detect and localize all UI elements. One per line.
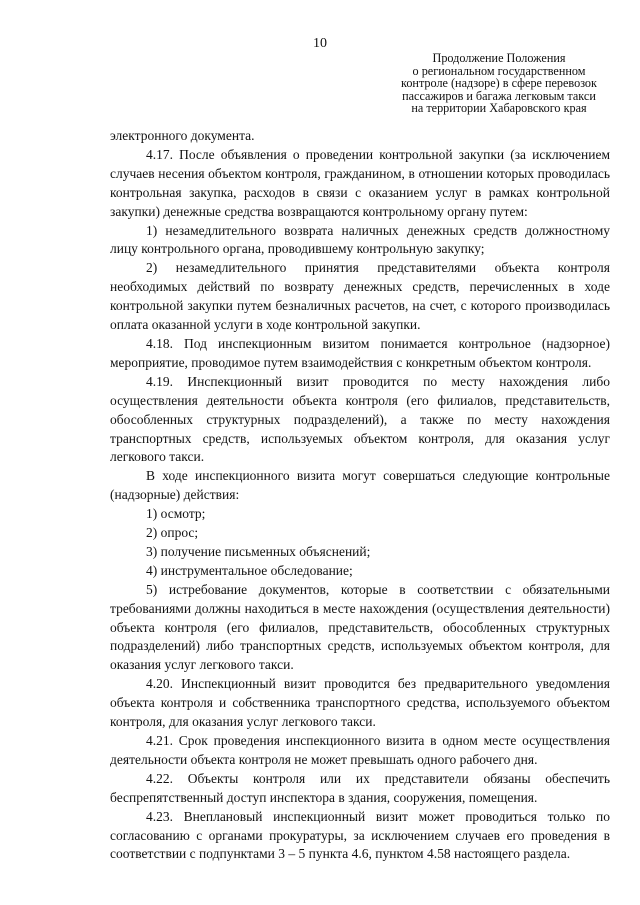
document-header xyxy=(380,52,618,115)
list-item: 3) получение письменных объяснений; xyxy=(146,543,371,559)
paragraph-4-22: 4.22. Объекты контроля или их представители обязаны обеспечить беспрепятственный доступ инспектора в здания, сооружения, помещения. xyxy=(110,770,610,805)
header-line: Продолжение Положения xyxy=(432,51,566,65)
paragraph-4-21: 4.21. Срок проведения инспекционного визита в одном месте осуществления деятельности объекта контроля не может превышать одного рабочего дня. xyxy=(110,733,610,767)
paragraph-4-19: 4.19. Инспекционный визит проводится по месту нахождения либо осуществления деятельности объекта контроля (его филиалов, представительств, обособленных структурных подразделений), а также по месту нахождения транспортных средств, используемых объектом контроля, для оказания услуг легкового такси. xyxy=(110,373,610,465)
paragraph-4-18: 4.18. Под инспекционным визитом понимается контрольное (надзорное) мероприятие, проводимое путем взаимодействия с конкретным объектом контроля. xyxy=(110,335,610,370)
header-line: на территории Хабаровского края xyxy=(411,101,587,115)
list-item: 1) осмотр; xyxy=(146,506,206,522)
document-body xyxy=(110,127,610,864)
paragraph: электронного документа. xyxy=(110,128,255,143)
page-number: 10 xyxy=(313,36,327,51)
list-item: 2) незамедлительного принятия представителями объекта контроля необходимых действий по возврату денежных средств, перечисленных в ходе контрольной закупки путем безналичных расчетов, на счет, с которого производилась оплата оказанной услуги в ходе контрольной закупки. xyxy=(110,260,610,333)
paragraph-4-17: 4.17. После объявления о проведении контрольной закупки (за исключением случаев несения объектом контроля, гражданином, в отношении которых проводилась контрольная закупка, расходов в связи с оказанием услуг в рамках контрольной закупки) денежные средства возвращаются контрольному органу путем: xyxy=(110,146,610,219)
paragraph-4-23: 4.23. Внеплановый инспекционный визит может проводиться только по согласованию с органами прокуратуры, за исключением случаев его проведения в соответствии с подпунктами 3 – 5 пункта 4.6, пунктом 4.58 настоящего раздела. xyxy=(110,808,610,862)
list-item: 1) незамедлительного возврата наличных денежных средств должностному лицу контрольного органа, проводившему контрольную закупку; xyxy=(110,222,610,257)
header-line: контроле (надзоре) в сфере перевозок xyxy=(401,76,597,90)
paragraph-4-20: 4.20. Инспекционный визит проводится без предварительного уведомления объекта контроля и собственника транспортного средства, используемого объектом контроля, для оказания услуг легкового такси. xyxy=(110,676,610,730)
list-item: 4) инструментальное обследование; xyxy=(146,562,353,578)
paragraph: В ходе инспекционного визита могут совершаться следующие контрольные (надзорные) действия: xyxy=(110,468,610,503)
header-line: пассажиров и багажа легковым такси xyxy=(402,88,596,103)
list-item: 2) опрос; xyxy=(146,525,199,541)
header-line: о региональном государственном xyxy=(412,63,586,78)
list-item: 5) истребование документов, которые в соответствии с обязательными требованиями должны находиться в месте нахождения (осуществления деятельности) объекта контроля (его филиалов, представительств, обособленных структурных подразделений) либо транспортных средств, используемых объектом контроля, для оказания услуг легкового такси. xyxy=(110,581,610,673)
